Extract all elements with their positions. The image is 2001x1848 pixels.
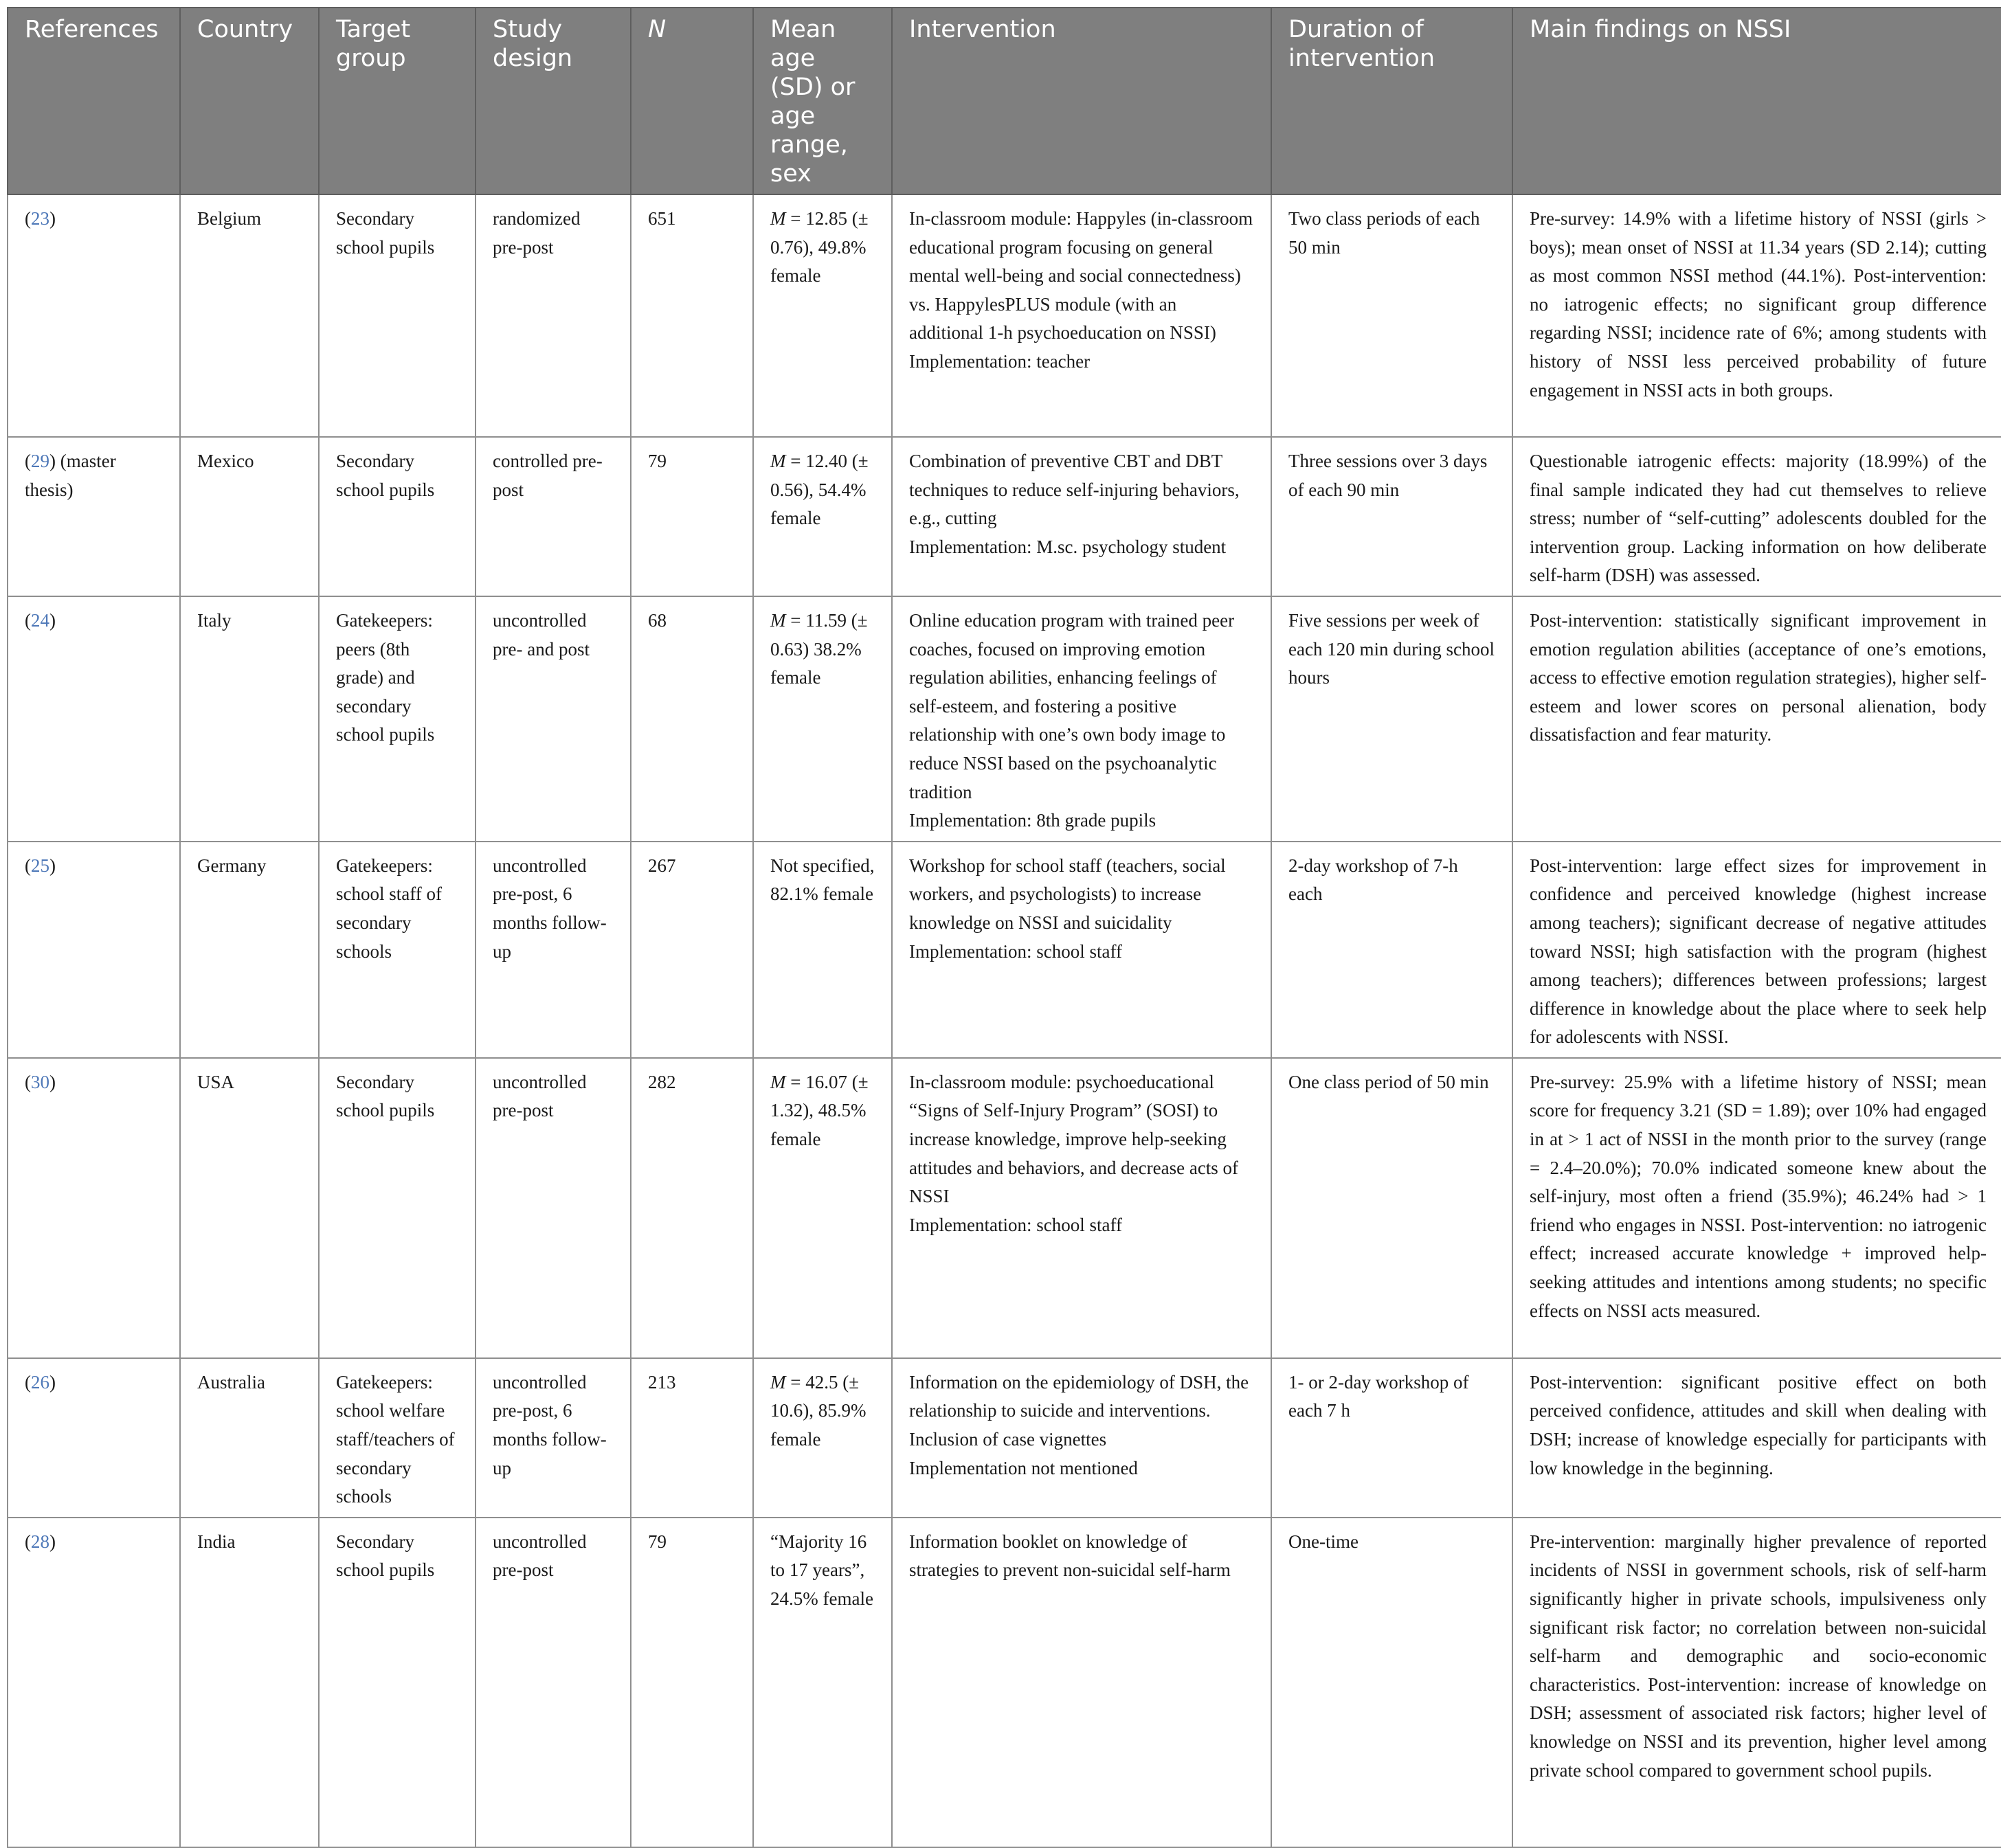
cell-n: 267 <box>631 842 753 1058</box>
reference-link[interactable]: 24 <box>31 609 49 631</box>
cell-intervention <box>892 1058 1271 1358</box>
ref-open: ( <box>25 855 31 876</box>
intervention-text: In-classroom module: psychoeducational “Signs of Self-Injury Program” (SOSI) to increase knowledge, improve help-seeking attitudes and behaviors, and decrease acts of NSSI <box>909 1071 1239 1207</box>
intervention-text: Combination of preventive CBT and DBT techniques to reduce self-injuring behaviors, e.g., cutting <box>909 451 1240 529</box>
cell-n: 213 <box>631 1358 753 1518</box>
header-country: Country <box>180 8 319 194</box>
header-findings: Main findings on NSSI <box>1512 8 2001 194</box>
mean-age-text: “Majority 16 to 17 years”, 24.5% female <box>770 1531 873 1610</box>
ref-close: ) <box>49 855 56 876</box>
cell-n: 651 <box>631 194 753 437</box>
cell-duration: One-time <box>1271 1518 1512 1847</box>
cell-study-design: controlled pre-post <box>476 437 631 596</box>
cell-intervention <box>892 194 1271 437</box>
ref-close: ) <box>49 1071 56 1092</box>
cell-duration: 1- or 2-day workshop of each 7 h <box>1271 1358 1512 1518</box>
cell-findings: Questionable iatrogenic effects: majority (18.99%) of the final sample indicated they had cut themselves to relieve stress; number of “self-cutting” adolescents doubled for the intervention group. Lacking information on how deliberate self-harm (DSH) was assessed. <box>1512 437 2001 596</box>
cell-country: USA <box>180 1058 319 1358</box>
cell-n: 79 <box>631 437 753 596</box>
mean-age-text: = 42.5 (± 10.6), 85.9% female <box>770 1371 867 1450</box>
cell-study-design: randomized pre-post <box>476 194 631 437</box>
ref-close: ) <box>49 451 56 471</box>
cell-findings: Pre-intervention: marginally higher prevalence of reported incidents of NSSI in government schools, risk of self-harm significantly higher in private schools, impulsiveness only significant risk factor; no correlation between non-suicidal self-harm and demographic and socio-economic characteristics. Post-intervention: increase of knowledge on DSH; assessment of associated risk factors; higher level of knowledge on NSSI and its prevention, higher level among private school compared to government school pupils. <box>1512 1518 2001 1847</box>
table-row <box>8 1058 2001 1358</box>
ref-close: ) <box>49 609 56 631</box>
cell-reference <box>8 1518 180 1847</box>
header-intervention: Intervention <box>892 8 1271 194</box>
header-duration: Duration of intervention <box>1271 8 1512 194</box>
cell-n: 79 <box>631 1518 753 1847</box>
cell-target-group: Gatekeepers: school welfare staff/teachers of secondary schools <box>319 1358 476 1518</box>
reference-link[interactable]: 25 <box>31 855 49 876</box>
cell-target-group: Gatekeepers: peers (8th grade) and secondary school pupils <box>319 596 476 842</box>
cell-country: Italy <box>180 596 319 842</box>
mean-symbol: M <box>770 208 786 229</box>
header-study-design: Study design <box>476 8 631 194</box>
reference-link[interactable]: 28 <box>31 1531 49 1552</box>
header-row <box>8 8 2001 194</box>
mean-age-text: = 12.40 (± 0.56), 54.4% female <box>770 451 869 529</box>
ref-open: ( <box>25 1531 31 1552</box>
cell-study-design: uncontrolled pre-post <box>476 1518 631 1847</box>
cell-n: 282 <box>631 1058 753 1358</box>
header-mean-age: Mean age (SD) or age range, sex <box>753 8 892 194</box>
mean-symbol: M <box>770 451 786 471</box>
cell-findings: Pre-survey: 25.9% with a lifetime history of NSSI; mean score for frequency 3.21 (SD = 1.89); over 10% had engaged in at > 1 act of NSSI in the month prior to the survey (range = 2.4–20.0%); 70.0% indicated someone knew about the self-injury, most often a friend (35.9%); 46.24% had > 1 friend who engages in NSSI. Post-intervention: no iatrogenic effect; increased accurate knowledge + improved help-seeking attitudes and intentions among students; no specific effects on NSSI acts measured. <box>1512 1058 2001 1358</box>
cell-reference <box>8 1058 180 1358</box>
cell-intervention <box>892 437 1271 596</box>
mean-age-text: Not specified, 82.1% female <box>770 855 875 905</box>
cell-target-group: Secondary school pupils <box>319 194 476 437</box>
table-header <box>8 8 2001 194</box>
cell-n: 68 <box>631 596 753 842</box>
cell-target-group: Secondary school pupils <box>319 1058 476 1358</box>
cell-findings: Post-intervention: statistically significant improvement in emotion regulation abilities (acceptance of one’s emotions, access to effective emotion regulation strategies), higher self- esteem and lower scores on personal alienation, body dissatisfaction and fear maturity. <box>1512 596 2001 842</box>
implementation-text: Implementation not mentioned <box>909 1457 1138 1478</box>
cell-study-design: uncontrolled pre-post, 6 months follow-up <box>476 1358 631 1518</box>
intervention-text: Information booklet on knowledge of strategies to prevent non-suicidal self-harm <box>909 1531 1231 1581</box>
cell-mean-age <box>753 596 892 842</box>
mean-symbol: M <box>770 609 786 631</box>
table-row <box>8 842 2001 1058</box>
cell-duration: Two class periods of each 50 min <box>1271 194 1512 437</box>
table-body <box>8 194 2001 1847</box>
cell-mean-age <box>753 1058 892 1358</box>
intervention-text: Online education program with trained peer coaches, focused on improving emotion regulation abilities, enhancing feelings of self-esteem, and fostering a positive relationship with one’s own body image to reduce NSSI based on the psychoanalytic tradition <box>909 609 1235 802</box>
implementation-text: Implementation: 8th grade pupils <box>909 810 1156 831</box>
ref-open: ( <box>25 1071 31 1092</box>
cell-mean-age <box>753 842 892 1058</box>
cell-country: Belgium <box>180 194 319 437</box>
table-row <box>8 1358 2001 1518</box>
mean-symbol: M <box>770 1371 786 1393</box>
cell-findings: Post-intervention: significant positive effect on both perceived confidence, attitudes and skill when dealing with DSH; increase of knowledge especially for participants with low knowledge in the beginning. <box>1512 1358 2001 1518</box>
cell-duration: Three sessions over 3 days of each 90 min <box>1271 437 1512 596</box>
ref-close: ) <box>49 208 56 229</box>
ref-note: (master thesis) <box>25 451 116 500</box>
header-n <box>631 8 753 194</box>
ref-open: ( <box>25 451 31 471</box>
cell-mean-age <box>753 437 892 596</box>
cell-target-group: Secondary school pupils <box>319 437 476 596</box>
cell-duration: Five sessions per week of each 120 min during school hours <box>1271 596 1512 842</box>
cell-findings: Post-intervention: large effect sizes for improvement in confidence and perceived knowledge (highest increase among teachers); significant decrease of negative attitudes toward NSSI; high satisfaction with the program (highest among teachers); differences between professions; largest difference in knowledge about the place where to seek help for adolescents with NSSI. <box>1512 842 2001 1058</box>
table-row <box>8 596 2001 842</box>
cell-study-design: uncontrolled pre-post, 6 months follow-up <box>476 842 631 1058</box>
reference-link[interactable]: 23 <box>31 208 49 229</box>
cell-country: India <box>180 1518 319 1847</box>
intervention-text: In-classroom module: Happyles (in-classroom educational program focusing on general mental well-being and social connectedness) vs. HappylesPLUS module (with an additional 1-h psychoeducation on NSSI) <box>909 208 1253 343</box>
cell-reference <box>8 596 180 842</box>
cell-reference <box>8 1358 180 1518</box>
header-references: References <box>8 8 180 194</box>
reference-link[interactable]: 26 <box>31 1371 49 1393</box>
cell-intervention <box>892 1358 1271 1518</box>
cell-reference <box>8 194 180 437</box>
cell-target-group: Secondary school pupils <box>319 1518 476 1847</box>
ref-close: ) <box>49 1371 56 1393</box>
cell-mean-age <box>753 194 892 437</box>
header-n-label: N <box>648 16 667 43</box>
implementation-text: Implementation: M.sc. psychology student <box>909 536 1227 557</box>
cell-findings: Pre-survey: 14.9% with a lifetime history of NSSI (girls > boys); mean onset of NSSI at 11.34 years (SD 2.14); cutting as most common NSSI method (44.1%). Post-intervention: no iatrogenic effects; no significant group difference regarding NSSI; incidence rate of 6%; among students with history of NSSI less perceived probability of future engagement in NSSI acts in both groups. <box>1512 194 2001 437</box>
cell-target-group: Gatekeepers: school staff of secondary schools <box>319 842 476 1058</box>
cell-country: Australia <box>180 1358 319 1518</box>
cell-intervention <box>892 842 1271 1058</box>
cell-mean-age <box>753 1518 892 1847</box>
ref-close: ) <box>49 1531 56 1552</box>
implementation-text: Implementation: school staff <box>909 1214 1122 1235</box>
implementation-text: Implementation: school staff <box>909 940 1122 962</box>
mean-age-text: = 11.59 (± 0.63) 38.2% female <box>770 609 868 688</box>
table-row <box>8 194 2001 437</box>
implementation-text: Implementation: teacher <box>909 350 1091 372</box>
cell-country: Germany <box>180 842 319 1058</box>
cell-study-design: uncontrolled pre- and post <box>476 596 631 842</box>
table-row <box>8 437 2001 596</box>
cell-duration: 2-day workshop of 7-h each <box>1271 842 1512 1058</box>
table-row <box>8 1518 2001 1847</box>
cell-mean-age <box>753 1358 892 1518</box>
header-target-group: Target group <box>319 8 476 194</box>
reference-link[interactable]: 30 <box>31 1071 49 1092</box>
cell-intervention <box>892 596 1271 842</box>
mean-symbol: M <box>770 1071 786 1092</box>
intervention-text: Workshop for school staff (teachers, social workers, and psychologists) to increase knowledge on NSSI and suicidality <box>909 855 1226 933</box>
mean-age-text: = 12.85 (± 0.76), 49.8% female <box>770 208 869 286</box>
ref-open: ( <box>25 609 31 631</box>
mean-age-text: = 16.07 (± 1.32), 48.5% female <box>770 1071 869 1150</box>
cell-duration: One class period of 50 min <box>1271 1058 1512 1358</box>
cell-study-design: uncontrolled pre-post <box>476 1058 631 1358</box>
ref-open: ( <box>25 1371 31 1393</box>
cell-reference <box>8 437 180 596</box>
reference-link[interactable]: 29 <box>31 451 49 471</box>
cell-country: Mexico <box>180 437 319 596</box>
studies-table <box>7 7 2001 1848</box>
ref-open: ( <box>25 208 31 229</box>
intervention-text: Information on the epidemiology of DSH, the relationship to suicide and interventions. Inclusion of case vignettes <box>909 1371 1249 1450</box>
cell-reference <box>8 842 180 1058</box>
cell-intervention <box>892 1518 1271 1847</box>
